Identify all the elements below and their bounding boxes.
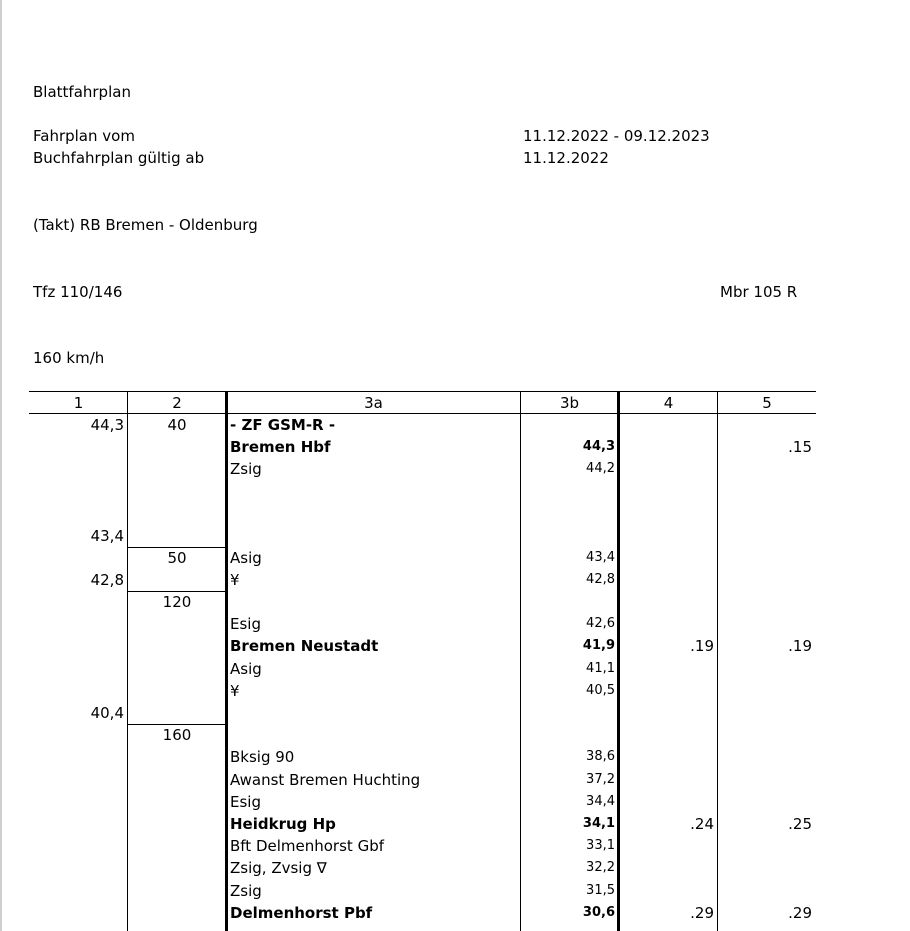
row-col5: .25 xyxy=(788,815,812,833)
row-km: 44,2 xyxy=(586,461,615,476)
col-header-3a: 3a xyxy=(364,394,383,412)
row-km: 42,8 xyxy=(586,572,615,587)
row-km: 34,1 xyxy=(582,816,615,831)
row-name: Zsig xyxy=(230,882,262,900)
col-header-4: 4 xyxy=(663,394,674,412)
col1-km: 44,3 xyxy=(90,416,124,434)
row-km: 41,1 xyxy=(586,661,615,676)
row-km: 38,6 xyxy=(586,749,615,764)
row-km: 34,4 xyxy=(586,794,615,809)
col1-km: 43,4 xyxy=(90,527,124,545)
row-name: Bksig 90 xyxy=(230,748,295,766)
row-name: Heidkrug Hp xyxy=(230,815,336,833)
row-km: 31,5 xyxy=(586,883,615,898)
col1-km: 42,8 xyxy=(90,571,124,589)
row-name: Bremen Neustadt xyxy=(230,637,379,655)
speed-label: 160 km/h xyxy=(33,349,105,367)
row-col5: .19 xyxy=(788,637,812,655)
col-divider-1-2 xyxy=(127,391,128,931)
row-name: Esig xyxy=(230,615,261,633)
gueltig-value: 11.12.2022 xyxy=(523,149,609,167)
row-col5: .15 xyxy=(788,438,812,456)
row-name: Awanst Bremen Huchting xyxy=(230,771,421,789)
row-km: 44,3 xyxy=(582,439,615,454)
col-header-3b: 3b xyxy=(559,394,580,412)
col2-speed: 50 xyxy=(167,549,187,567)
gueltig-label: Buchfahrplan gültig ab xyxy=(33,149,205,167)
col2-speed: 120 xyxy=(162,593,192,611)
row-col4: .29 xyxy=(690,904,714,922)
col-header-1: 1 xyxy=(73,394,84,412)
row-col5: .29 xyxy=(788,904,812,922)
row-name: ¥ xyxy=(230,571,240,589)
row-name: Zsig, Zvsig ∇ xyxy=(230,859,327,877)
row-km: 32,2 xyxy=(586,860,615,875)
row-name: Bft Delmenhorst Gbf xyxy=(230,837,384,855)
col-header-2: 2 xyxy=(172,394,182,412)
doc-title: Blattfahrplan xyxy=(33,83,131,101)
col-header-5: 5 xyxy=(762,394,772,412)
col2-speed: 40 xyxy=(167,416,187,434)
col2-speed: 160 xyxy=(162,726,192,744)
row-col4: .19 xyxy=(690,637,714,655)
row-km: 40,5 xyxy=(586,683,615,698)
col-divider-4-5 xyxy=(717,391,718,931)
row-name: Esig xyxy=(230,793,261,811)
row-name: ¥ xyxy=(230,682,240,700)
mbr-label: Mbr 105 R xyxy=(720,283,798,301)
row-km: 37,2 xyxy=(586,772,615,787)
row-name: Asig xyxy=(230,660,262,678)
row-km: 33,1 xyxy=(586,838,615,853)
row-km: 42,6 xyxy=(586,616,615,631)
row-km: 30,6 xyxy=(582,905,615,920)
col1-km: 40,4 xyxy=(90,704,124,722)
row-name: Bremen Hbf xyxy=(230,438,331,456)
fahrplan-label: Fahrplan vom xyxy=(33,127,135,145)
row-name: Delmenhorst Pbf xyxy=(230,904,373,922)
col-divider-3b-4 xyxy=(617,391,620,931)
row-name: - ZF GSM-R - xyxy=(230,416,336,434)
row-col4: .24 xyxy=(690,815,714,833)
col-divider-2-3a xyxy=(225,391,228,931)
tfz-label: Tfz 110/146 xyxy=(33,283,123,301)
fahrplan-value: 11.12.2022 - 09.12.2023 xyxy=(523,127,710,145)
row-km: 41,9 xyxy=(582,638,615,653)
row-km: 43,4 xyxy=(586,550,615,565)
route-title: (Takt) RB Bremen - Oldenburg xyxy=(33,216,258,234)
row-name: Asig xyxy=(230,549,262,567)
row-name: Zsig xyxy=(230,460,262,478)
